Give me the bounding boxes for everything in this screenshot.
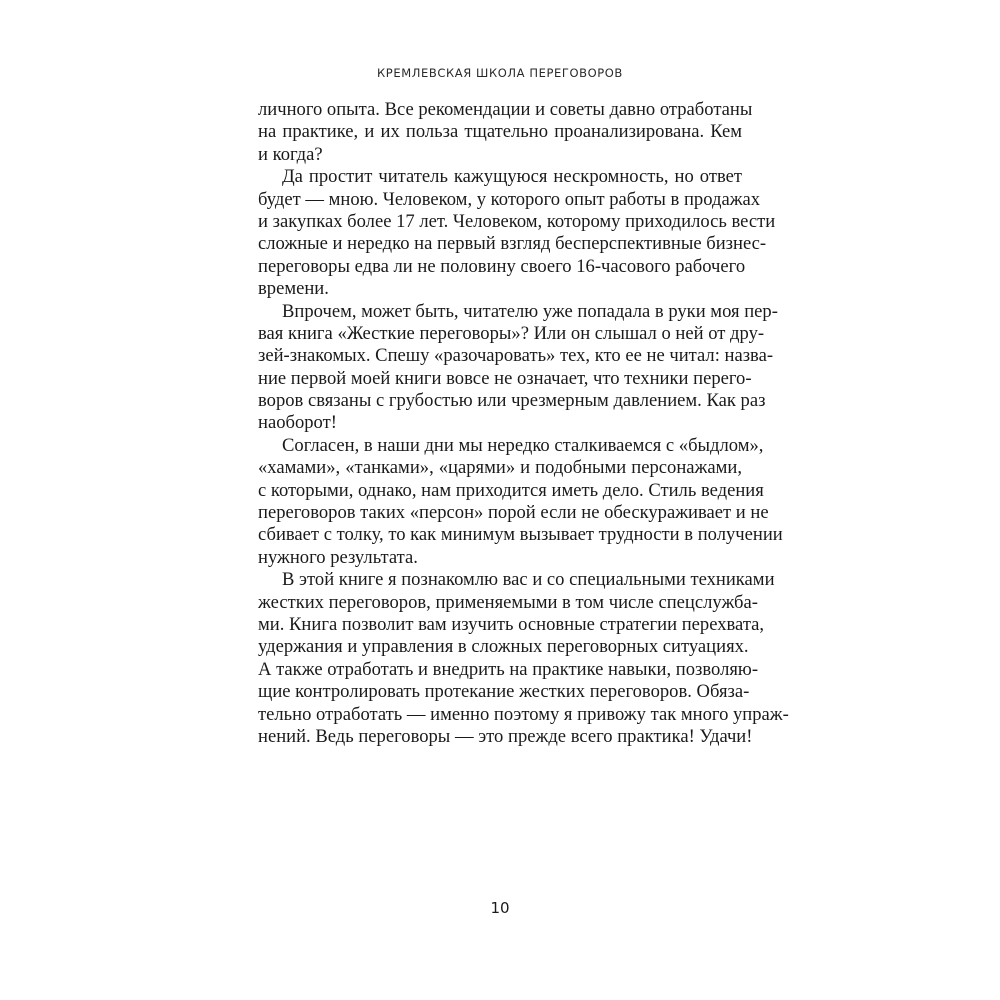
text-line: времени. (258, 278, 329, 300)
text-line: и когда? (258, 143, 323, 165)
text-line: жестких переговоров, применяемыми в том числе спецслужба- (258, 591, 758, 613)
text-line: на практике, и их польза тщательно проанализирована. Кем (258, 121, 742, 143)
text-line: с которыми, однако, нам приходится иметь дело. Стиль ведения (258, 479, 764, 501)
text-line: нужного результата. (258, 546, 418, 568)
text-line: переговоры едва ли не половину своего 16-часового рабочего (258, 255, 746, 277)
text-line: наоборот! (258, 412, 337, 434)
text-line: Согласен, в наши дни мы нередко сталкиваемся с «быдлом», (282, 434, 764, 456)
text-line: сложные и нередко на первый взгляд бесперспективные бизнес- (258, 233, 767, 255)
running-header: КРЕМЛЕВСКАЯ ШКОЛА ПЕРЕГОВОРОВ (377, 66, 623, 80)
text-line: зей-знакомых. Спешу «разочаровать» тех, кто ее не читал: назва- (258, 345, 774, 367)
text-line: удержания и управления в сложных переговорных ситуациях. (258, 636, 749, 658)
text-line: нений. Ведь переговоры — это прежде всего практика! Удачи! (258, 725, 753, 747)
text-line: В этой книге я познакомлю вас и со специальными техниками (282, 569, 775, 591)
text-line: Да простит читатель кажущуюся нескромность, но ответ (282, 166, 742, 188)
text-line: и закупках более 17 лет. Человеком, которому приходилось вести (258, 210, 776, 232)
text-line: А также отработать и внедрить на практике навыки, позволяю- (258, 658, 759, 680)
text-line: Впрочем, может быть, читателю уже попадала в руки моя пер- (282, 300, 778, 322)
text-line: личного опыта. Все рекомендации и советы давно отработаны (258, 99, 753, 120)
text-line: щие контролировать протекание жестких переговоров. Обяза- (258, 681, 750, 703)
page-number: 10 (490, 899, 510, 917)
paragraph (258, 569, 789, 748)
text-line: вая книга «Жесткие переговоры»? Или он слышал о ней от дру- (258, 322, 765, 344)
text-line: ние первой моей книги вовсе не означает, что техники перего- (258, 367, 752, 389)
text-line: будет — мною. Человеком, у которого опыт работы в продажах (258, 188, 761, 210)
paragraph (258, 166, 776, 300)
text-line: воров связаны с грубостью или чрезмерным давлением. Как раз (258, 390, 766, 412)
paragraph (258, 300, 778, 435)
text-line: «хамами», «танками», «царями» и подобными персонажами, (258, 457, 742, 479)
text-line: сбивает с толку, то как минимум вызывает трудности в получении (258, 524, 783, 546)
body-text (258, 99, 789, 748)
paragraph (258, 99, 753, 166)
text-line: переговоров таких «персон» порой если не обескураживает и не (258, 502, 769, 524)
paragraph (258, 434, 783, 569)
text-line: ми. Книга позволит вам изучить основные стратегии перехвата, (258, 613, 765, 635)
text-line: тельно отработать — именно поэтому я привожу так много упраж- (258, 703, 789, 725)
